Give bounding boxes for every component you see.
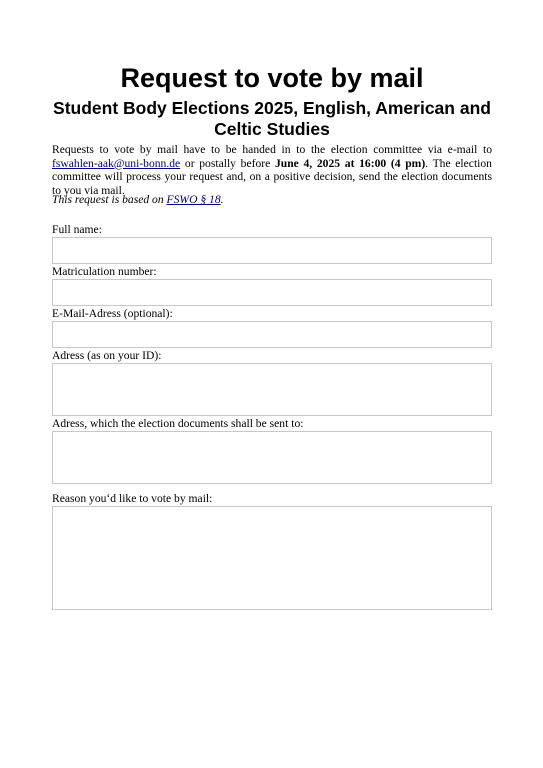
page-subtitle: Student Body Elections 2025, English, American and Celtic Studies: [53, 98, 491, 139]
fswo-link[interactable]: FSWO § 18: [166, 193, 221, 206]
legal-basis: [52, 193, 492, 207]
full-name-field[interactable]: [52, 237, 492, 264]
email-label: E-Mail-Adress (optional):: [52, 307, 173, 320]
intro-paragraph: [52, 143, 492, 197]
intro-text-2: or postally before: [180, 156, 275, 170]
email-link-part2: aak@uni-bonn.de: [97, 156, 181, 170]
address-id-field[interactable]: [52, 363, 492, 416]
address-send-field[interactable]: [52, 431, 492, 484]
address-id-label: Adress (as on your ID):: [52, 349, 162, 362]
matriculation-label: Matriculation number:: [52, 265, 157, 278]
email-link-part1: fswahlen-: [52, 156, 98, 170]
basis-text: This request is based on: [52, 193, 167, 206]
address-send-label: Adress, which the election documents shall be sent to:: [52, 417, 304, 430]
reason-label: Reason you‘d like to vote by mail:: [52, 492, 213, 505]
basis-text-end: .: [220, 193, 224, 206]
deadline-text: June 4, 2025 at 16:00 (4 pm): [274, 156, 426, 170]
matriculation-field[interactable]: [52, 279, 492, 306]
page-title: Request to vote by mail: [120, 63, 424, 93]
email-field[interactable]: [52, 321, 492, 348]
intro-text-1: Requests to vote by mail have to be handed in to the election committee via e-mail to: [52, 143, 492, 156]
reason-field[interactable]: [52, 506, 492, 610]
full-name-label: Full name:: [52, 223, 102, 236]
intro-text-3: . The election committee will process your request and, on a positive decision, send the election documents to you via mail.: [52, 156, 492, 197]
email-link[interactable]: [52, 157, 180, 170]
